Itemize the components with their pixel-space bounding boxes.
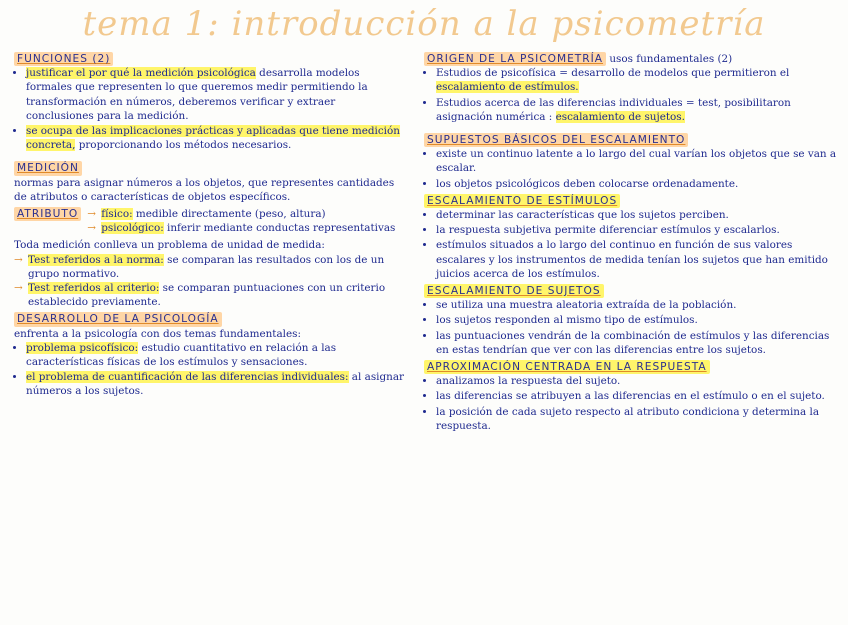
- heading-desarrollo: DESARROLLO DE LA PSICOLOGÍA: [14, 312, 222, 326]
- list-item: • existe un continuo latente a lo largo del cual varían los objetos que se van a escalar.: [436, 147, 838, 175]
- list-item: • el problema de cuantificación de las diferencias individuales: al asignar números a los sujetos.: [26, 370, 406, 398]
- list-item: • las diferencias se atribuyen a las diferencias en el estímulo o en el sujeto.: [436, 389, 838, 403]
- list-item: → Test referidos a la norma: se comparan las resultados con los de un grupo normativo.: [14, 253, 406, 281]
- section-atributo: [14, 207, 406, 235]
- section-medicion-problema: [14, 238, 406, 309]
- list-item: • problema psicofísico: estudio cuantitativo en relación a las características físicas de los estímulos y sensaciones.: [26, 341, 406, 369]
- list-item: • se utiliza una muestra aleatoria extraída de la población.: [436, 298, 838, 312]
- heading-medicion: MEDICIÓN: [14, 161, 82, 175]
- section-aproximacion: [424, 360, 838, 433]
- list-item: → Test referidos al criterio: se comparan puntuaciones con un criterio establecido previamente.: [14, 281, 406, 309]
- heading-atributo: ATRIBUTO: [14, 207, 81, 221]
- heading-funciones: FUNCIONES (2): [14, 52, 113, 66]
- heading-supuestos: SUPUESTOS BÁSICOS DEL ESCALAMIENTO: [424, 133, 688, 147]
- list-item: • los sujetos responden al mismo tipo de estímulos.: [436, 313, 838, 327]
- list-item: • determinar las características que los sujetos perciben.: [436, 208, 838, 222]
- desarrollo-text: enfrenta a la psicología con dos temas fundamentales:: [14, 327, 301, 340]
- medicion-text: normas para asignar números a los objetos, que representes cantidades de atributos o características de objetos específicos.: [14, 176, 395, 203]
- list-item: • la respuesta subjetiva permite diferenciar estímulos y escalarlos.: [436, 223, 838, 237]
- section-funciones: [14, 52, 406, 152]
- problema-text: Toda medición conlleva un problema de unidad de medida:: [14, 239, 325, 252]
- section-supuestos: [424, 133, 838, 191]
- section-origen: [424, 52, 838, 124]
- list-item: • Estudios acerca de las diferencias individuales = test, posibilitaron asignación numérica : escalamiento de sujetos.: [436, 96, 838, 124]
- heading-sujetos: ESCALAMIENTO DE SUJETOS: [424, 284, 604, 298]
- list-item: → físico: medible directamente (peso, altura): [87, 207, 406, 221]
- heading-origen: ORIGEN DE LA PSICOMETRÍA: [424, 52, 606, 66]
- page-title: tema 1: introducción a la psicometría: [82, 4, 766, 44]
- list-item: • los objetos psicológicos deben colocarse ordenadamente.: [436, 177, 838, 191]
- origen-subtitle: usos fundamentales (2): [609, 53, 733, 65]
- list-item: • la posición de cada sujeto respecto al atributo condiciona y determina la respuesta.: [436, 405, 838, 433]
- list-item: • se ocupa de las implicaciones prácticas y aplicadas que tiene medición concreta, proporcionando los métodos necesarios.: [26, 124, 406, 152]
- list-item: • estímulos situados a lo largo del continuo en función de sus valores escalares y los instrumentos de medida tenían los sujetos que han emitido juicios acerca de los estímulos.: [436, 238, 838, 281]
- right-column: [424, 52, 838, 436]
- heading-estimulos: ESCALAMIENTO DE ESTÍMULOS: [424, 194, 620, 208]
- list-item: • analizamos la respuesta del sujeto.: [436, 374, 838, 388]
- list-item: • Estudios de psicofísica = desarrollo de modelos que permitieron el escalamiento de estímulos.: [436, 66, 838, 94]
- section-medicion: [14, 161, 406, 204]
- list-item: • justificar el por qué la medición psicológica desarrolla modelos formales que representen lo que queremos medir permitiendo la transformación en números, deberemos verificar y extraer conclusiones para la medición.: [26, 66, 406, 123]
- list-item: → psicológico: inferir mediante conductas representativas: [87, 221, 406, 235]
- heading-aproximacion: APROXIMACIÓN CENTRADA EN LA RESPUESTA: [424, 360, 710, 374]
- section-sujetos: [424, 284, 838, 357]
- left-column: [14, 52, 406, 402]
- section-estimulos: [424, 194, 838, 281]
- list-item: • las puntuaciones vendrán de la combinación de estímulos y las diferencias en estas tendrían que ver con las diferencias entre los sujetos.: [436, 329, 838, 357]
- section-desarrollo: [14, 312, 406, 398]
